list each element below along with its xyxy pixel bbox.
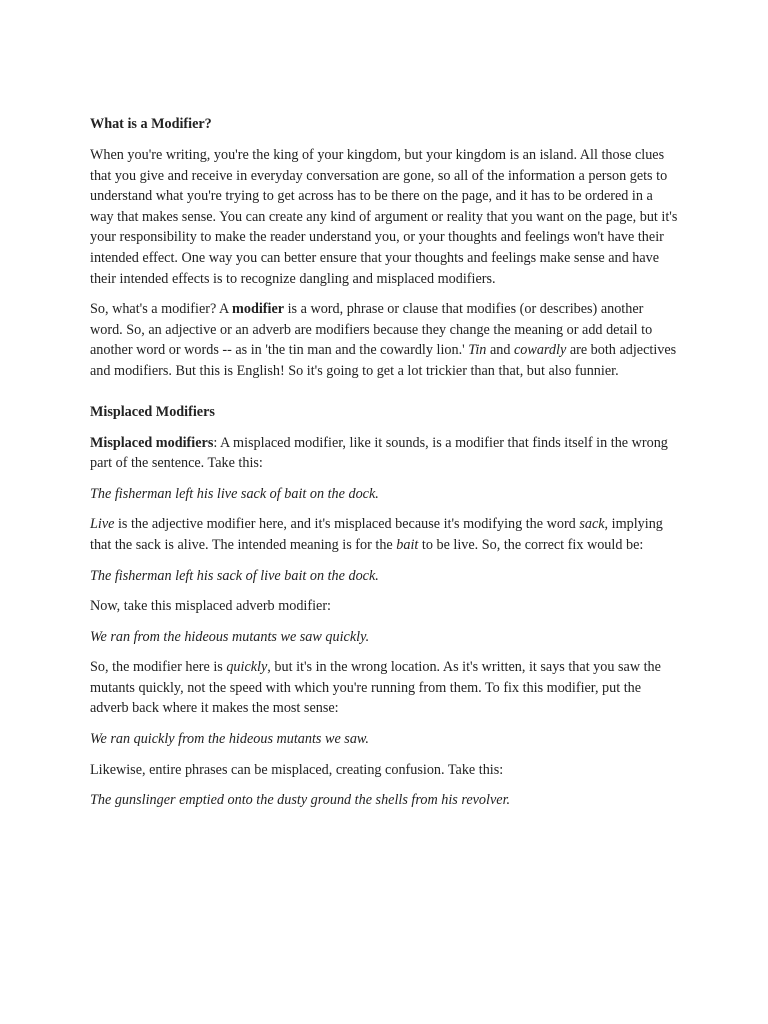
text-run: and bbox=[486, 342, 514, 359]
text-run: is a word, phrase or clause that modifies (or describes) another word. So, an adjective or an adverb are modifiers because they change the meaning or add detail to another word or words -- as in 'the tin man and the cowardly lion.' bbox=[90, 301, 653, 359]
italic-term-sack: sack bbox=[579, 516, 605, 533]
paragraph-misplaced-intro bbox=[90, 433, 678, 474]
heading-what-is-modifier: What is a Modifier? bbox=[90, 116, 212, 132]
italic-term-bait: bait bbox=[396, 536, 419, 553]
italic-term-live: Live bbox=[90, 516, 115, 533]
bold-term-misplaced-modifiers: Misplaced modifiers bbox=[90, 434, 214, 451]
text-run: , implying that the sack is alive. The intended meaning is for the bbox=[90, 516, 663, 553]
paragraph-definition bbox=[90, 299, 678, 381]
example-sentence-4: We ran quickly from the hideous mutants we saw. bbox=[90, 731, 369, 748]
italic-term-cowardly: cowardly bbox=[513, 342, 567, 359]
text-run: to be live. So, the correct fix would be: bbox=[418, 536, 644, 553]
example-sentence-2: The fisherman left his sack of live bait on the dock. bbox=[90, 567, 379, 584]
paragraph-lead-phrases: Likewise, entire phrases can be misplaced, creating confusion. Take this: bbox=[90, 761, 504, 778]
paragraph-lead-adverb: Now, take this misplaced adverb modifier: bbox=[90, 598, 331, 615]
italic-term-tin: Tin bbox=[468, 342, 487, 359]
text-run: : A misplaced modifier, like it sounds, is a modifier that finds itself in the wrong part of the sentence. Take this: bbox=[90, 434, 668, 472]
italic-term-quickly: quickly bbox=[226, 659, 268, 676]
paragraph-explanation-1 bbox=[90, 514, 678, 555]
text-run: are both adjectives and modifiers. But this is English! So it's going to get a lot trickier than that, but also funnier. bbox=[90, 342, 677, 379]
text-run: is the adjective modifier here, and it's misplaced because it's modifying the word bbox=[114, 516, 580, 533]
example-sentence-1: The fisherman left his live sack of bait on the dock. bbox=[90, 485, 379, 502]
bold-term-modifier: modifier bbox=[232, 301, 285, 318]
paragraph-intro: When you're writing, you're the king of your kingdom, but your kingdom is an island. All those clues that you give and receive in everyday conversation are gone, so all of the information a person gets to understand what you're trying to get across has to be there on the page, and it has to be ordered in a way that makes sense. You can create any kind of argument or reality that you want on the page, but it's your responsibility to make the reader understand you, or your thoughts and feelings won't have their intended effect. One way you can better ensure that your thoughts and feelings make sense and have their intended effects is to recognize dangling and misplaced modifiers. bbox=[90, 147, 678, 287]
paragraph-explanation-3 bbox=[90, 657, 678, 719]
heading-misplaced-modifiers: Misplaced Modifiers bbox=[90, 403, 215, 420]
example-sentence-5: The gunslinger emptied onto the dusty ground the shells from his revolver. bbox=[90, 792, 511, 809]
text-run: So, what's a modifier? A bbox=[90, 301, 233, 318]
text-run: So, the modifier here is bbox=[90, 659, 227, 676]
text-run: , but it's in the wrong location. As it's written, it says that you saw the mutants quickly, not the speed with which you're running from them. To fix this modifier, put the adverb back where it makes the most sense: bbox=[90, 659, 661, 717]
example-sentence-3: We ran from the hideous mutants we saw quickly. bbox=[90, 628, 370, 645]
